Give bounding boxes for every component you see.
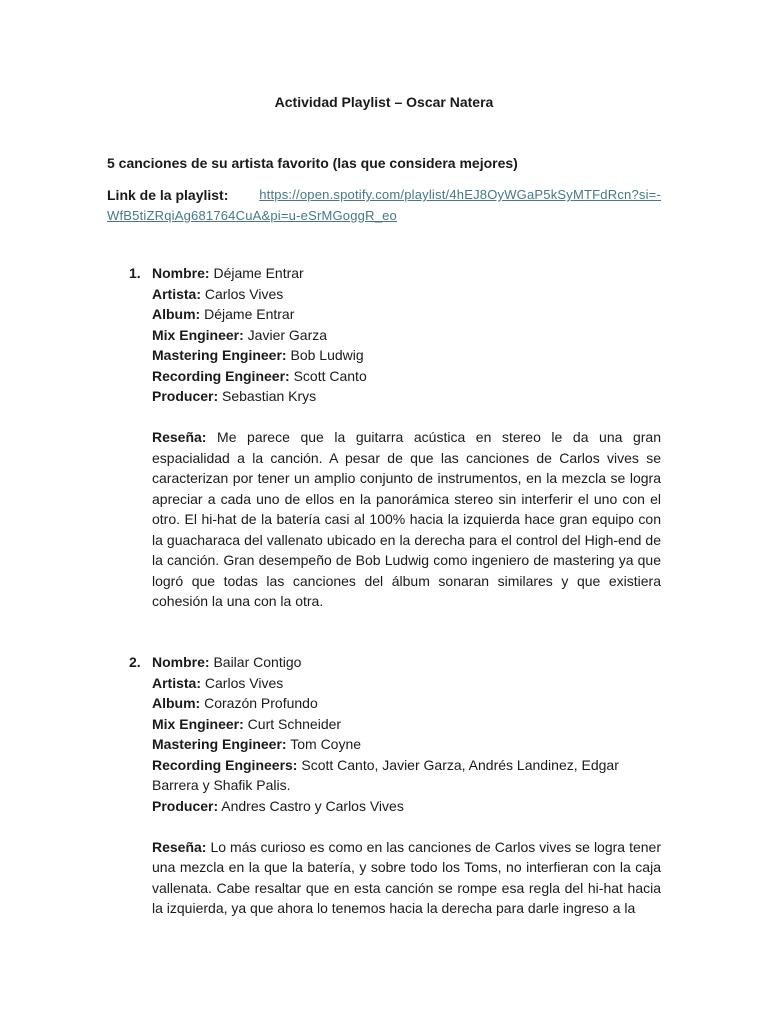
field-label: Artista: (152, 674, 202, 691)
review-label: Reseña: (152, 838, 207, 855)
field-label: Mix Engineer: (152, 326, 244, 343)
field-label: Producer: (152, 388, 219, 404)
song-field-album (152, 693, 661, 714)
song-field-recording-engineer (152, 366, 661, 387)
field-value: Bailar Contigo (209, 654, 302, 670)
field-value: Carlos Vives (201, 285, 284, 302)
field-value: Javier Garza (243, 326, 328, 343)
field-value: Sebastian Krys (218, 388, 317, 404)
song-review (152, 427, 661, 612)
song-field-artist (152, 284, 661, 305)
song-field-recording-engineers (152, 755, 661, 796)
song-field-name (152, 263, 661, 284)
field-value: Tom Coyne (286, 736, 362, 752)
field-label: Nombre: (152, 654, 210, 670)
song-field-mix-engineer (152, 714, 661, 735)
song-field-mastering-engineer (152, 345, 661, 366)
playlist-link-url-part1[interactable]: https://open.spotify.com/playlist/4hEJ8OyWGaP5kSyMTFdRcn?si=- (259, 187, 661, 202)
song-number: 1. (129, 265, 141, 281)
review-text: Me parece que la guitarra acústica en stereo le da una gran espacialidad a la canción. A pesar de que las canciones de Carlos vives se caracterizan por tener un amplio conjunto de instrumentos, en la mezcla se logra apreciar a cada uno de ellos en la panorámica stereo sin interferir el uno con el otro. El hi-hat de la batería casi al 100% hacia la izquierda hace gran equipo con la guacharaca del vallenato ubicado en la derecha para el control del High-end de la canción. Gran desempeño de Bob Ludwig como ingeniero de mastering ya que logró que todas las canciones del álbum sonaran similares y que existiera cohesión la una con la otra. (152, 429, 661, 609)
field-value: Carlos Vives (201, 674, 284, 691)
field-label: Artista: (152, 285, 202, 302)
field-value: Déjame Entrar (209, 265, 304, 281)
review-label: Reseña: (152, 429, 207, 445)
field-value: Déjame Entrar (200, 306, 295, 322)
field-label: Mastering Engineer: (152, 347, 287, 363)
field-label: Album: (152, 695, 201, 711)
field-value: Andres Castro y Carlos Vives (218, 797, 404, 814)
song-number: 2. (129, 654, 141, 670)
song-details (152, 652, 661, 919)
song-field-mix-engineer (152, 325, 661, 346)
field-value: Scott Canto (289, 367, 367, 384)
song-field-name (152, 652, 661, 673)
field-value: Curt Schneider (243, 715, 342, 732)
section-heading: 5 canciones de su artista favorito (las que considera mejores) (107, 155, 518, 171)
field-label: Nombre: (152, 265, 210, 281)
song-field-album (152, 304, 661, 325)
field-label: Recording Engineer: (152, 367, 290, 384)
song-field-producer (152, 386, 661, 407)
song-review (152, 837, 661, 919)
playlist-link-label: Link de la playlist: (107, 187, 229, 203)
field-label: Recording Engineers: (152, 756, 298, 773)
song-field-artist (152, 673, 661, 694)
song-field-producer (152, 796, 661, 817)
review-text: Lo más curioso es como en las canciones de Carlos vives se logra tener una mezcla en la que la batería, y sobre todo los Toms, no interfieran con la caja vallenata. Cabe resaltar que en esta canción se rompe esa regla del hi-hat hacia la izquierda, ya que ahora lo tenemos hacia la derecha para darle ingreso a la (152, 838, 661, 916)
field-label: Producer: (152, 797, 219, 814)
field-label: Album: (152, 306, 201, 322)
song-details (152, 263, 661, 612)
field-value: Corazón Profundo (200, 695, 318, 711)
field-label: Mix Engineer: (152, 715, 244, 732)
field-value: Scott Canto, Javier Garza, Andrés Landinez, Edgar Barrera y Shafik Palis. (152, 756, 619, 793)
playlist-link-block (107, 185, 661, 226)
document-title: Actividad Playlist – Oscar Natera (274, 94, 494, 110)
field-value: Bob Ludwig (286, 347, 364, 363)
field-label: Mastering Engineer: (152, 736, 287, 752)
playlist-link-url-part2[interactable]: WfB5tiZRqiAg681764CuA&pi=u-eSrMGoggR_eo (107, 208, 397, 223)
song-field-mastering-engineer (152, 734, 661, 755)
